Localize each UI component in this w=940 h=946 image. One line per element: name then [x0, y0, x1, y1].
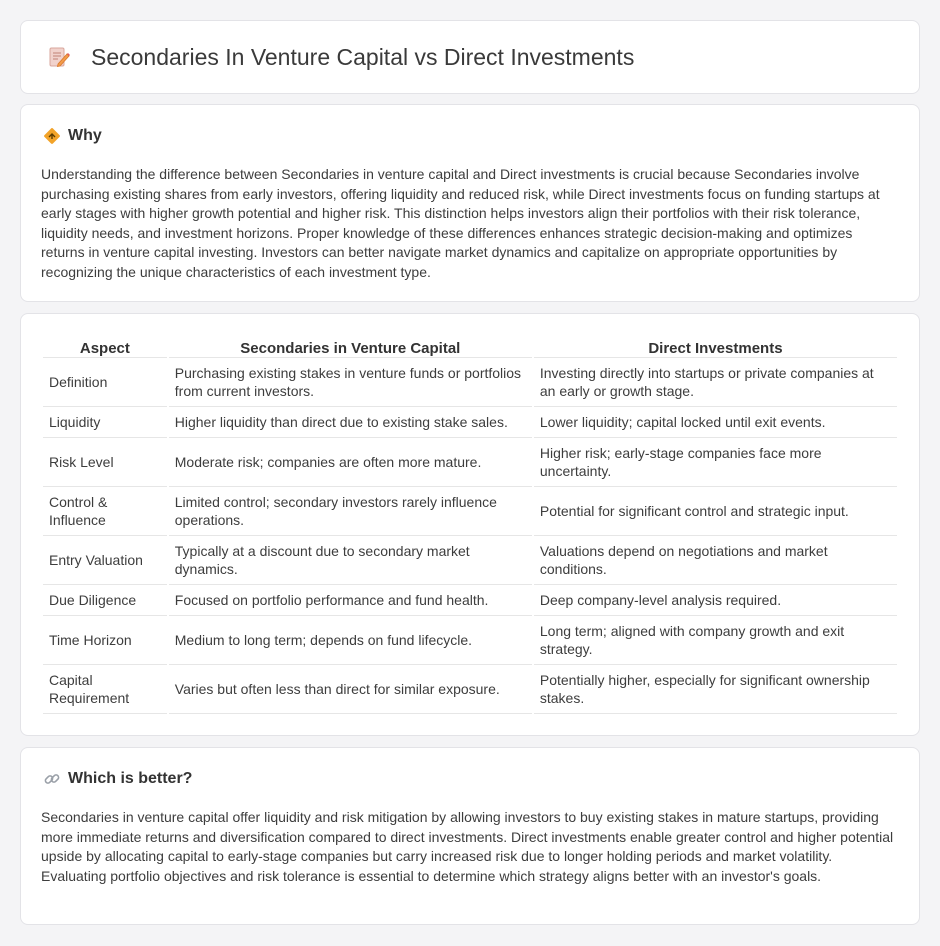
cell-aspect: Capital Requirement	[43, 665, 167, 714]
cell-secondaries: Moderate risk; companies are often more mature.	[169, 438, 532, 487]
link-icon	[43, 770, 61, 788]
comparison-table	[41, 336, 899, 714]
why-heading: Why	[68, 127, 102, 144]
comparison-card	[20, 313, 920, 736]
header-aspect: Aspect	[43, 336, 167, 358]
header-direct: Direct Investments	[534, 336, 897, 358]
cell-direct: Higher risk; early-stage companies face more uncertainty.	[534, 438, 897, 487]
page-title: Secondaries In Venture Capital vs Direct Investments	[91, 43, 635, 70]
which-better-section	[20, 747, 920, 925]
table-row	[43, 665, 897, 714]
document-edit-icon	[47, 45, 71, 69]
cell-aspect: Control & Influence	[43, 487, 167, 536]
header-secondaries: Secondaries in Venture Capital	[169, 336, 532, 358]
cell-direct: Long term; aligned with company growth and exit strategy.	[534, 616, 897, 665]
cell-secondaries: Higher liquidity than direct due to existing stake sales.	[169, 407, 532, 438]
table-row	[43, 407, 897, 438]
table-row	[43, 536, 897, 585]
cell-secondaries: Typically at a discount due to secondary market dynamics.	[169, 536, 532, 585]
cell-aspect: Definition	[43, 358, 167, 407]
table-row	[43, 358, 897, 407]
cell-direct: Valuations depend on negotiations and market conditions.	[534, 536, 897, 585]
table-header-row	[43, 336, 897, 358]
cell-secondaries: Limited control; secondary investors rarely influence operations.	[169, 487, 532, 536]
table-row	[43, 438, 897, 487]
cell-direct: Investing directly into startups or private companies at an early or growth stage.	[534, 358, 897, 407]
cell-secondaries: Focused on portfolio performance and fund health.	[169, 585, 532, 616]
cell-secondaries: Medium to long term; depends on fund lifecycle.	[169, 616, 532, 665]
cell-direct: Potentially higher, especially for significant ownership stakes.	[534, 665, 897, 714]
table-row	[43, 616, 897, 665]
diamond-sign-icon	[43, 127, 61, 145]
cell-secondaries: Varies but often less than direct for similar exposure.	[169, 665, 532, 714]
why-text: Understanding the difference between Secondaries in venture capital and Direct investments is crucial because Secondaries involve purchasing existing shares from early investors, offering liquidity and reduced risk, while Direct investments focus on funding startups at early stages with higher growth potential and higher risk. This distinction helps investors align their portfolios with their risk tolerance, liquidity needs, and investment horizons. Proper knowledge of these differences enhances strategic decision-making and optimizes returns in venture capital investing. Investors can better navigate market dynamics and capitalize on appropriate opportunities by recognizing the unique characteristics of each investment type.	[41, 166, 880, 280]
cell-direct: Lower liquidity; capital locked until exit events.	[534, 407, 897, 438]
cell-aspect: Due Diligence	[43, 585, 167, 616]
which-better-text: Secondaries in venture capital offer liquidity and risk mitigation by allowing investors to buy existing stakes in mature startups, providing more immediate returns and diversification compared to direct investments. Direct investments enable greater control and higher potential upside by allocating capital to early-stage companies but carry increased risk due to longer holding periods and market volatility. Evaluating portfolio objectives and risk tolerance is essential to determine which strategy aligns better with an investor's goals.	[41, 809, 894, 884]
cell-direct: Deep company-level analysis required.	[534, 585, 897, 616]
cell-aspect: Risk Level	[43, 438, 167, 487]
title-card	[20, 20, 920, 94]
cell-aspect: Entry Valuation	[43, 536, 167, 585]
table-row	[43, 487, 897, 536]
cell-secondaries: Purchasing existing stakes in venture funds or portfolios from current investors.	[169, 358, 532, 407]
which-better-heading: Which is better?	[68, 770, 193, 787]
cell-aspect: Liquidity	[43, 407, 167, 438]
why-section	[20, 104, 920, 302]
cell-aspect: Time Horizon	[43, 616, 167, 665]
cell-direct: Potential for significant control and strategic input.	[534, 487, 897, 536]
table-row	[43, 585, 897, 616]
